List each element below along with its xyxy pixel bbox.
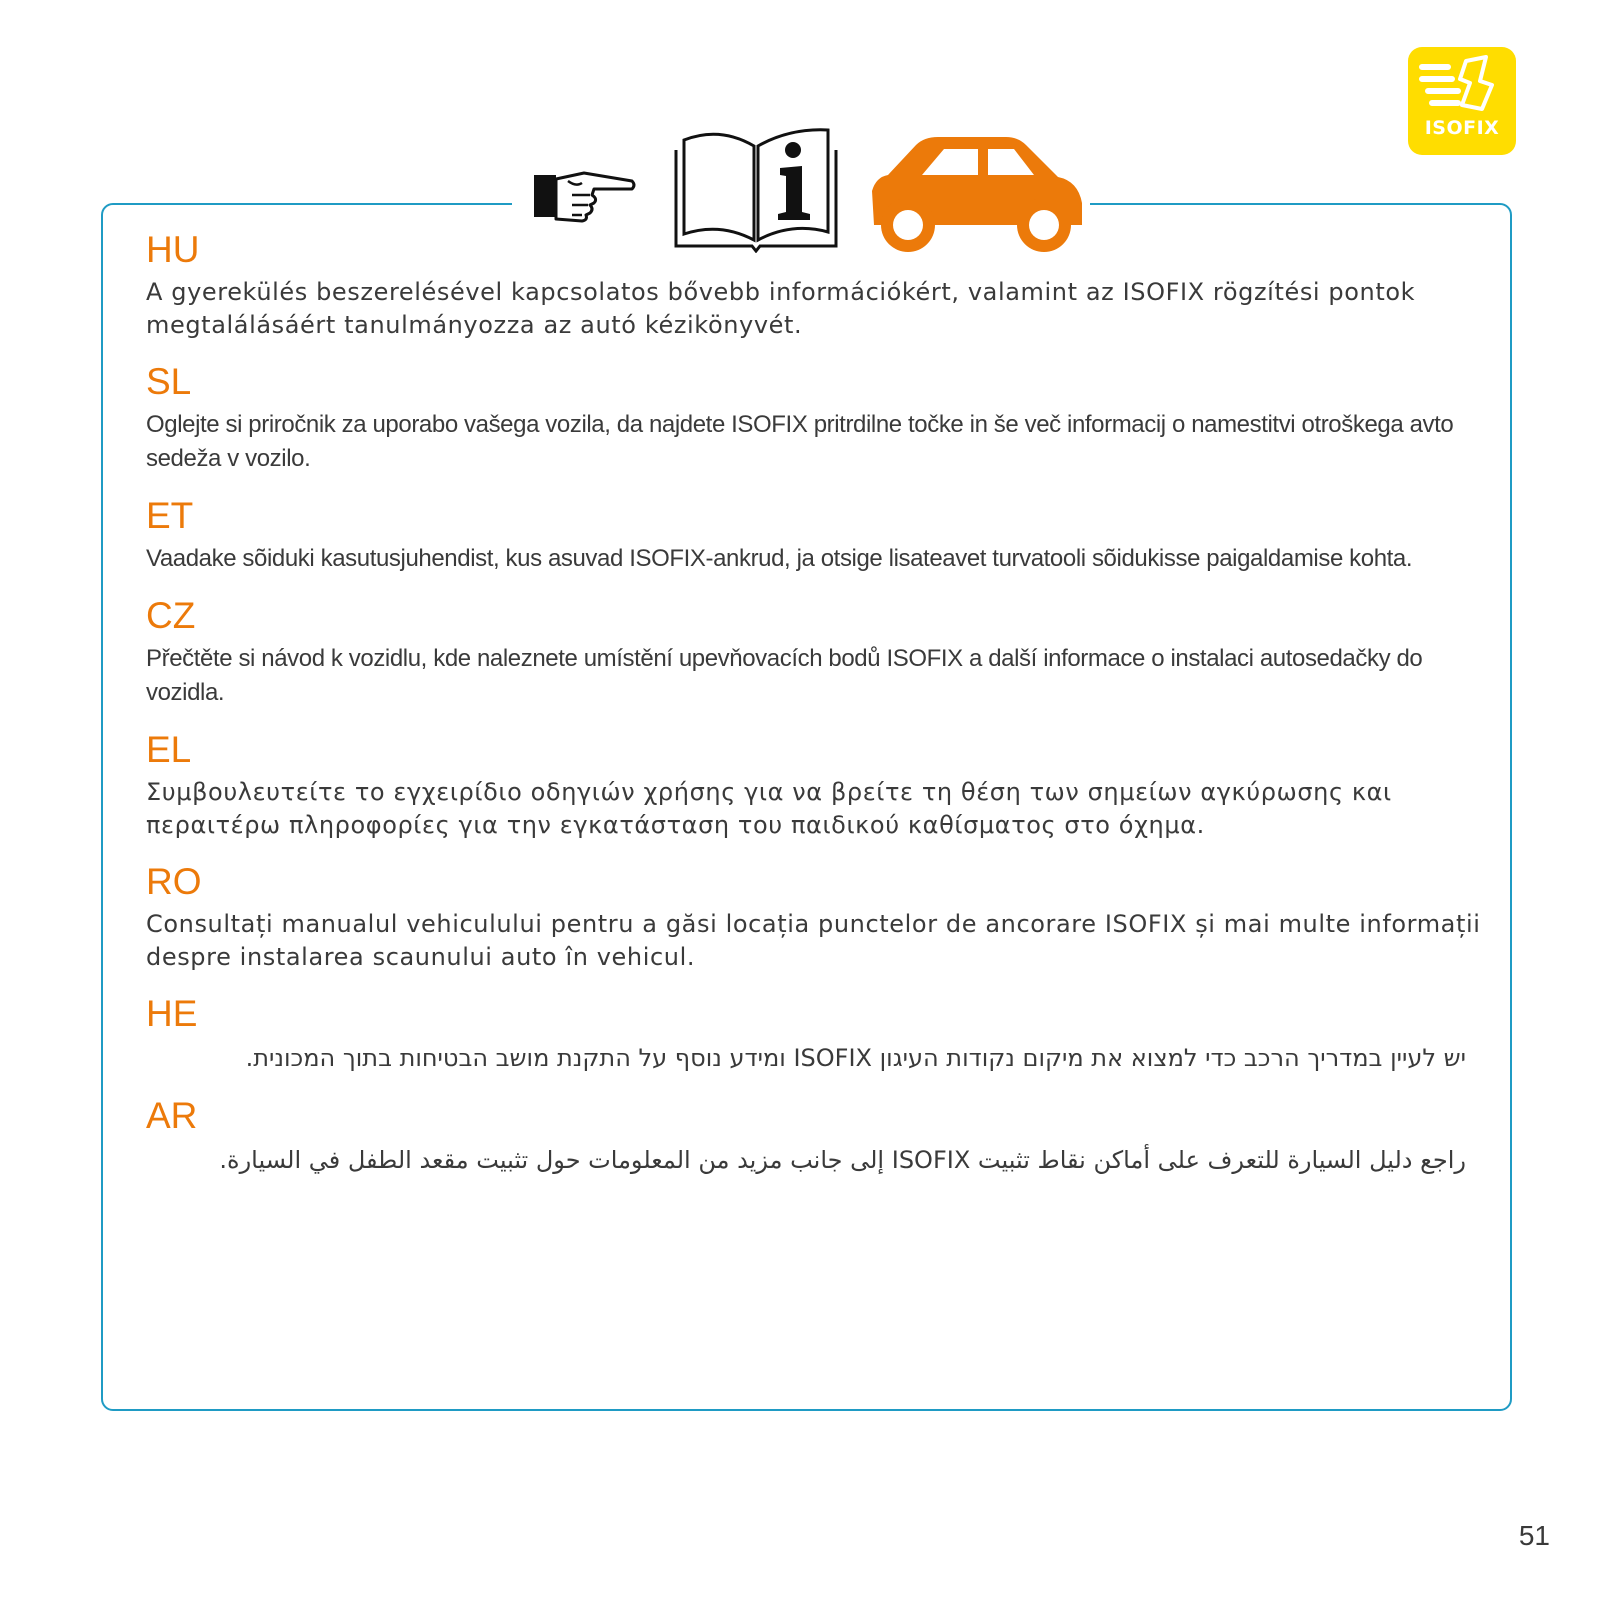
section-hu bbox=[146, 230, 1486, 342]
instruction-text: راجع دليل السيارة للتعرف على أماكن نقاط تثبيت ISOFIX إلى جانب مزيد من المعلومات حول تثبيت مقعد الطفل في السيارة. bbox=[219, 1146, 1466, 1174]
isofix-logo bbox=[1408, 47, 1516, 155]
section-sl bbox=[146, 362, 1486, 476]
language-code: HU bbox=[146, 229, 200, 270]
language-code: EL bbox=[146, 729, 192, 770]
instruction-text: Consultați manualul vehiculului pentru a găsi locația punctelor de ancorare ISOFIX și mai multe informații despre instalarea scaunului auto în vehicul. bbox=[146, 910, 1481, 971]
section-et bbox=[146, 496, 1486, 576]
language-code: RO bbox=[146, 861, 202, 902]
language-code: HE bbox=[146, 993, 198, 1034]
section-el bbox=[146, 730, 1486, 842]
pointing-hand-icon bbox=[532, 165, 637, 225]
instruction-text: Přečtěte si návod k vozidlu, kde naleznete umístění upevňovacích bodů ISOFIX a další informace o instalaci autosedačky do vozidla. bbox=[146, 645, 1423, 706]
section-cz bbox=[146, 596, 1486, 710]
language-code: CZ bbox=[146, 595, 196, 636]
language-code: AR bbox=[146, 1095, 198, 1136]
language-code: SL bbox=[146, 361, 192, 402]
instruction-text: יש לעיין במדריך הרכב כדי למצוא את מיקום נקודות העיגון ISOFIX ומידע נוסף על התקנת מושב הבטיחות בתוך המכונית. bbox=[245, 1044, 1466, 1072]
instruction-text: Oglejte si priročnik za uporabo vašega vozila, da najdete ISOFIX pritrdilne točke in še več informacij o namestitvi otroškega avto sedeža v vozilo. bbox=[146, 411, 1454, 472]
section-ro bbox=[146, 862, 1486, 974]
instruction-text: Συμβουλευτείτε το εγχειρίδιο οδηγιών χρήσης για να βρείτε τη θέση των σημείων αγκύρωσης και περαιτέρω πληροφορίες για την εγκατάσταση του παιδικού καθίσματος στο όχημα. bbox=[146, 778, 1392, 839]
instruction-text: Vaadake sõiduki kasutusjuhendist, kus asuvad ISOFIX-ankrud, ja otsige lisateavet turvatooli sõidukisse paigaldamise kohta. bbox=[146, 545, 1413, 572]
section-ar bbox=[146, 1096, 1486, 1178]
isofix-logo-text: ISOFIX bbox=[1424, 117, 1500, 139]
instructions bbox=[146, 230, 1486, 1198]
language-code: ET bbox=[146, 495, 194, 536]
page-number: 51 bbox=[1518, 1520, 1550, 1551]
section-he bbox=[146, 994, 1486, 1076]
instruction-text: A gyerekülés beszerelésével kapcsolatos bővebb információkért, valamint az ISOFIX rögzítési pontok megtalálásáért tanulmányozza az autó kézikönyvét. bbox=[146, 278, 1416, 339]
